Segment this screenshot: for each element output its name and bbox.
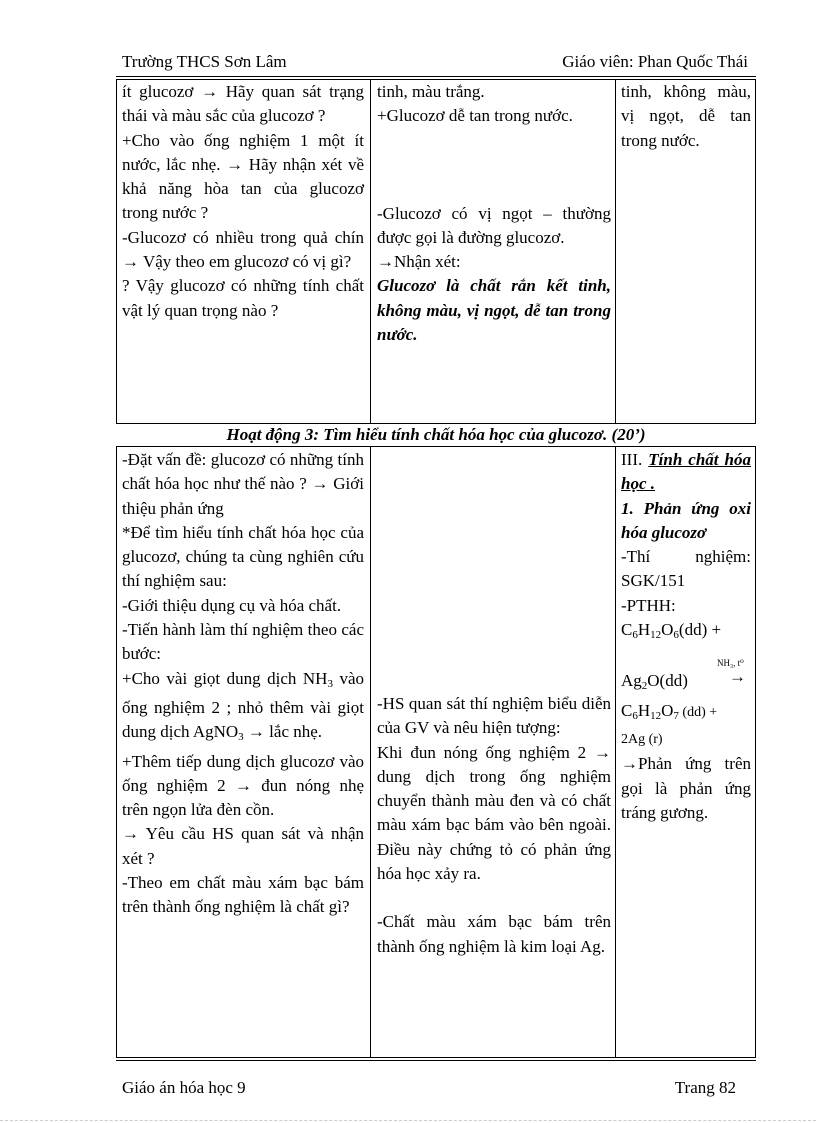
table-bottom-rule-2	[116, 1060, 756, 1061]
header-rule	[116, 76, 756, 77]
text-line: -Glucozơ có vị ngọt – thường được gọi là đường glucozơ.	[377, 203, 611, 247]
equation-product-2: 2Ag (r)	[621, 731, 663, 747]
page-edge	[0, 1120, 816, 1121]
teacher-activity-bottom	[122, 448, 364, 920]
equation-reactant-1: $C_6H_{12}O_6(dd)$ +	[621, 620, 722, 642]
table-right-border-lower	[755, 446, 756, 1057]
text-line: Khi đun nóng ống nghiệm 2 → dung dịch trong ống nghiệm chuyển thành màu đen và có chất màu xám bạc bám vào bên ngoài. Điều này chứng tỏ có phản ứng hóa học xảy ra.	[377, 742, 611, 884]
column-divider-1	[370, 79, 371, 423]
activity-heading: Hoạt động 3: Tìm hiểu tính chất hóa học của glucozơ. (20’)	[226, 425, 646, 444]
text-line: *Để tìm hiểu tính chất hóa học của glucozơ, chúng ta cùng nghiên cứu thí nghiệm sau:	[122, 522, 364, 591]
text-line: +Glucozơ dễ tan trong nước.	[377, 106, 573, 126]
teacher-name: Giáo viên: Phan Quốc Thái	[562, 52, 748, 71]
reaction-note: →Phản ứng trên gọi là phản ứng tráng gương.	[621, 754, 751, 822]
text-line: tinh, màu trắng.	[377, 82, 485, 101]
row-divider-bottom	[116, 446, 756, 447]
page-header	[116, 50, 756, 72]
student-activity-bottom	[377, 692, 611, 959]
content-bottom	[621, 448, 751, 825]
text-line: -PTHH:	[621, 595, 676, 615]
page-number: Trang 82	[674, 1078, 736, 1097]
teacher-activity-top	[122, 80, 364, 323]
column-divider-2-lower	[615, 446, 616, 1057]
content-top	[621, 80, 751, 153]
text-line: ? Vậy glucozơ có những tính chất vật lý quan trọng nào ?	[122, 276, 364, 320]
table-left-border	[116, 79, 117, 423]
text-line: +Cho vài giọt dung dịch $NH_3$ vào ống nghiệm 2 ; nhỏ thêm vài giọt dung dịch AgNO$_3$ → lắc nhẹ.	[122, 668, 364, 744]
reaction-arrow: →	[729, 667, 746, 687]
text-line: -Giới thiệu dụng cụ và hóa chất.	[122, 595, 342, 615]
sub-heading: 1. Phản ứng oxi hóa glucozơ	[621, 498, 751, 542]
text-line: -Đặt vấn đề: glucozơ có những tính chất hóa học như thế nào ? → Giới thiệu phản ứng	[122, 450, 364, 518]
section-title: III. Tính chất hóa học .	[621, 450, 752, 494]
student-activity-top	[377, 80, 611, 347]
reaction-condition: NH₃, t⁰	[717, 658, 744, 669]
table-bottom-rule	[116, 1057, 756, 1058]
table-right-border	[755, 79, 756, 423]
text-line: -Theo em chất màu xám bạc bám trên thành ống nghiệm là chất gì?	[122, 873, 364, 917]
footer-title: Giáo án hóa học 9	[122, 1078, 246, 1097]
column-divider-2	[615, 79, 616, 423]
equation-product: $C_6H_{12}O_7$ (dd) +	[621, 700, 718, 722]
text-line: tinh, không màu, vị ngọt, dễ tan trong nước.	[621, 82, 751, 150]
text-line: -Tiến hành làm thí nghiệm theo các bước:	[122, 620, 364, 664]
text-line: +Cho vào ống nghiệm 1 một ít nước, lắc nhẹ. → Hãy nhận xét về khả năng hòa tan của glucozơ trong nước ?	[122, 130, 364, 223]
column-divider-1-lower	[370, 446, 371, 1057]
text-line: -HS quan sát thí nghiệm biểu diễn của GV và nêu hiện tượng:	[377, 694, 611, 738]
conclusion-text: Glucozơ là chất rắn kết tinh, không màu, vị ngọt, dễ tan trong nước.	[377, 276, 611, 345]
text-line: ít glucozơ → Hãy quan sát trạng thái và màu sắc của glucozơ ?	[122, 82, 364, 126]
text-line: -Chất màu xám bạc bám trên thành ống nghiệm là kim loại Ag.	[377, 912, 611, 956]
equation-reactant-2: NH₃, t⁰ $Ag_2O(dd)$ →	[621, 669, 751, 698]
table-left-border-lower	[116, 446, 117, 1057]
text-line: -Glucozơ có nhiều trong quả chín → Vậy theo em glucozơ có vị gì?	[122, 227, 364, 272]
text-line: →Nhận xét:	[377, 252, 461, 272]
text-line: -Thí nghiệm: SGK/151	[621, 547, 751, 591]
school-name: Trường THCS Sơn Lâm	[122, 52, 287, 71]
text-line: → Yêu cầu HS quan sát và nhận xét ?	[122, 824, 364, 868]
text-line: +Thêm tiếp dung dịch glucozơ vào ống nghiệm 2 → đun nóng nhẹ trên ngọn lửa đèn cồn.	[122, 751, 364, 820]
